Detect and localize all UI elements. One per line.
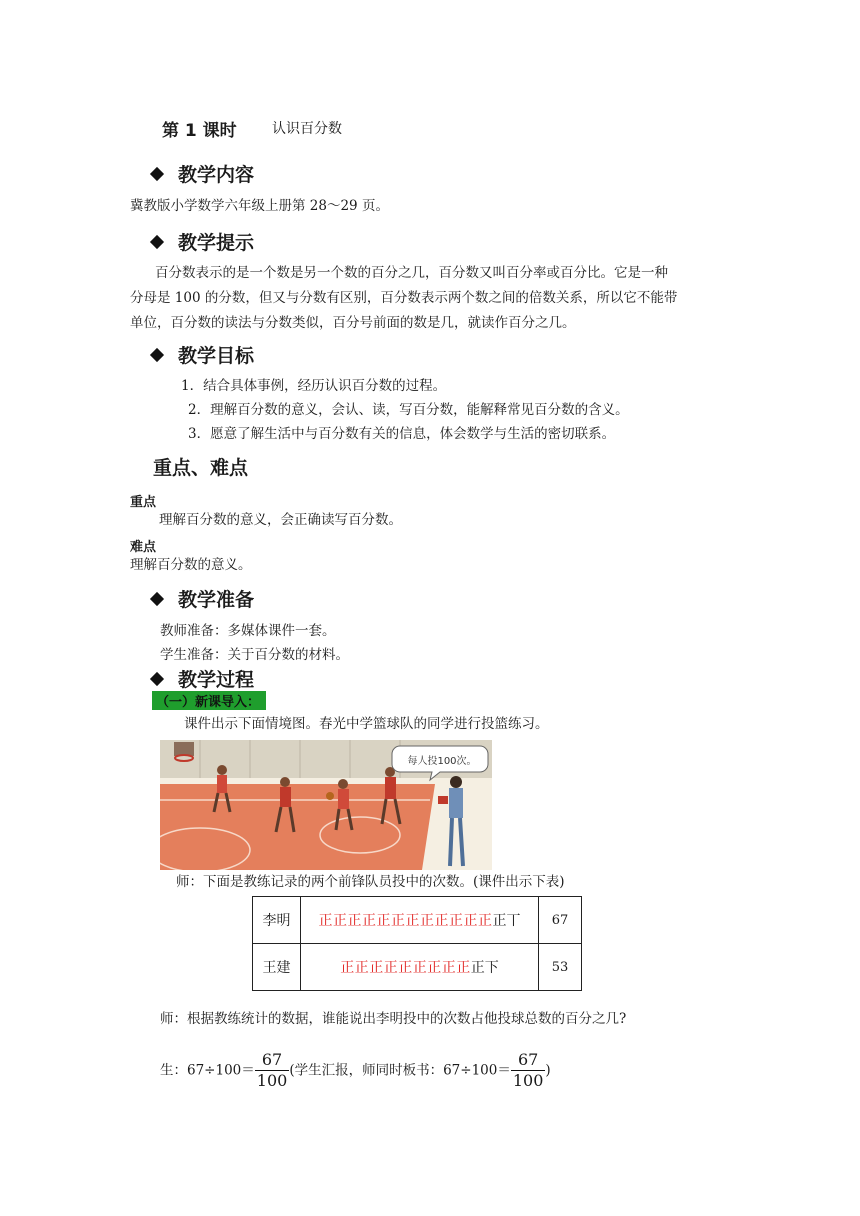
difficulty-label: 难点 xyxy=(130,540,157,555)
section-goals-heading xyxy=(152,341,254,368)
goal-item-1: 1．结合具体事例，经历认识百分数的过程。 xyxy=(181,378,447,394)
process-intro: 课件出示下面情境图。春光中学篮球队的同学进行投篮练习。 xyxy=(184,716,549,732)
section-prep-heading xyxy=(152,585,254,612)
answer-prefix: 生：67÷100＝ xyxy=(160,1062,255,1079)
tally-black: 正丅 xyxy=(492,913,521,929)
basketball-practice-illustration xyxy=(160,740,492,870)
diamond-bullet-icon xyxy=(150,672,164,686)
hit-count: 53 xyxy=(539,944,582,991)
section-hint-heading xyxy=(152,228,254,255)
answer-middle: (学生汇报，师同时板书：67÷100＝ xyxy=(289,1062,511,1079)
tally-red: 正正正正正正正正正 xyxy=(340,960,471,976)
content-text: 冀教版小学数学六年级上册第 28～29 页。 xyxy=(130,198,389,214)
lesson-title: 认识百分数 xyxy=(272,121,342,137)
fraction-denominator: 100 xyxy=(512,1071,544,1090)
key-label: 重点 xyxy=(130,495,157,510)
goal-item-3: 3．愿意了解生活中与百分数有关的信息，体会数学与生活的密切联系。 xyxy=(188,426,616,442)
hint-line-1: 百分数表示的是一个数是另一个数的百分之几，百分数又叫百分率或百分比。它是一种 xyxy=(155,265,668,281)
tally-marks xyxy=(301,897,539,944)
hit-count: 67 xyxy=(539,897,582,944)
section-heading-text: 教学内容 xyxy=(178,164,255,186)
hint-line-2: 分母是 100 的分数，但又与分数有区别，百分数表示两个数之间的倍数关系，所以它不能带 xyxy=(130,290,678,306)
prep-student: 学生准备：关于百分数的材料。 xyxy=(160,647,349,663)
player-name: 李明 xyxy=(253,897,301,944)
student-answer xyxy=(160,1050,551,1091)
hint-line-3: 单位，百分数的读法与分数类似，百分号前面的数是几，就读作百分之几。 xyxy=(130,315,576,331)
key-text: 理解百分数的意义，会正确读写百分数。 xyxy=(159,512,402,528)
fraction xyxy=(511,1050,546,1091)
fraction-denominator: 100 xyxy=(256,1071,288,1090)
teacher-question: 师：根据教练统计的数据，谁能说出李明投中的次数占他投球总数的百分之几? xyxy=(160,1011,627,1027)
section-heading-text: 教学过程 xyxy=(178,669,255,691)
table-row xyxy=(253,897,582,944)
tally-marks xyxy=(301,944,539,991)
diamond-bullet-icon xyxy=(150,235,164,249)
section-keypoints-heading: 重点、难点 xyxy=(153,457,249,479)
lesson-number: 第 1 课时 xyxy=(162,121,237,141)
diamond-bullet-icon xyxy=(150,592,164,606)
fraction-numerator: 67 xyxy=(255,1050,290,1071)
step-label-highlight: （一）新课导入： xyxy=(152,691,266,710)
prep-teacher: 教师准备：多媒体课件一套。 xyxy=(160,623,336,639)
tally-table xyxy=(252,896,582,991)
teacher-line: 师：下面是教练记录的两个前锋队员投中的次数。(课件出示下表) xyxy=(176,874,565,890)
section-heading-text: 教学目标 xyxy=(178,345,255,367)
speech-bubble-text: 每人投100次。 xyxy=(407,756,477,767)
difficulty-text: 理解百分数的意义。 xyxy=(130,557,252,573)
goal-item-2: 2．理解百分数的意义，会认、读，写百分数，能解释常见百分数的含义。 xyxy=(188,402,629,418)
section-heading-text: 教学准备 xyxy=(178,589,255,611)
table-row xyxy=(253,944,582,991)
answer-suffix: ) xyxy=(545,1062,551,1079)
section-heading-text: 教学提示 xyxy=(178,232,255,254)
section-process-heading xyxy=(152,665,254,692)
tally-red: 正正正正正正正正正正正正 xyxy=(318,913,493,929)
player-name: 王建 xyxy=(253,944,301,991)
tally-black: 正下 xyxy=(470,960,499,976)
diamond-bullet-icon xyxy=(150,167,164,181)
fraction xyxy=(255,1050,290,1091)
diamond-bullet-icon xyxy=(150,348,164,362)
section-content-heading xyxy=(152,160,254,187)
fraction-numerator: 67 xyxy=(511,1050,546,1071)
